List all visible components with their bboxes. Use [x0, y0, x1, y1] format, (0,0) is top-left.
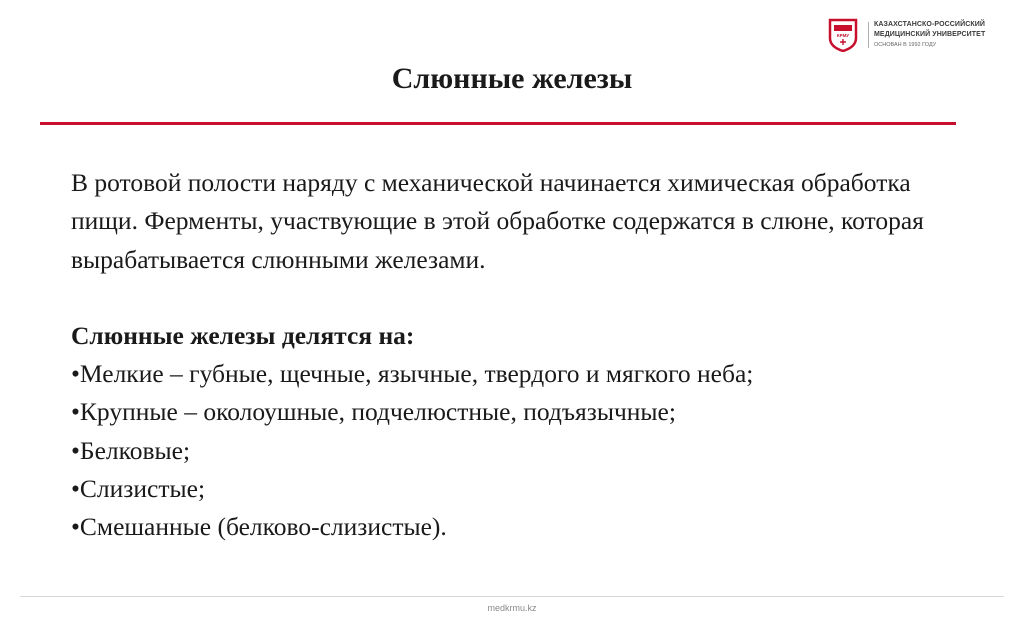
list-item: •Крупные – околоушные, подчелюстные, подъязычные;: [71, 397, 676, 427]
list-item: •Слизистые;: [71, 474, 206, 504]
footer-divider: [20, 596, 1004, 597]
logo-line-1: КАЗАХСТАНСКО-РОССИЙСКИЙ: [874, 21, 985, 28]
title-underline: [40, 122, 956, 125]
logo-divider: [868, 22, 869, 48]
logo-founded: ОСНОВАН В 1992 ГОДУ: [874, 42, 937, 48]
logo-text: [874, 20, 985, 50]
list-item: •Белковые;: [71, 435, 191, 465]
shield-icon: [828, 18, 858, 52]
spacer: [71, 279, 971, 317]
list-item: •Мелкие – губные, щечные, язычные, твердого и мягкого неба;: [71, 359, 754, 389]
list-item: •Смешанные (белково-слизистые).: [71, 512, 447, 542]
university-logo: [828, 18, 1008, 54]
slide-title: Слюнные железы: [391, 62, 633, 95]
footer-website: medkrmu.kz: [487, 603, 537, 613]
intro-paragraph: В ротовой полости наряду с механической начинается химическая обработка пищи. Ферменты, участвующие в этой обработке содержатся в слюне, которая вырабатывается слюнными железами.: [71, 168, 924, 274]
slide-content: [71, 164, 971, 547]
logo-line-2: МЕДИЦИНСКИЙ УНИВЕРСИТЕТ: [874, 31, 986, 38]
classification-heading: Слюнные железы делятся на:: [71, 320, 415, 350]
classification-list: [71, 355, 971, 546]
shield-label: КРМУ: [836, 33, 850, 38]
